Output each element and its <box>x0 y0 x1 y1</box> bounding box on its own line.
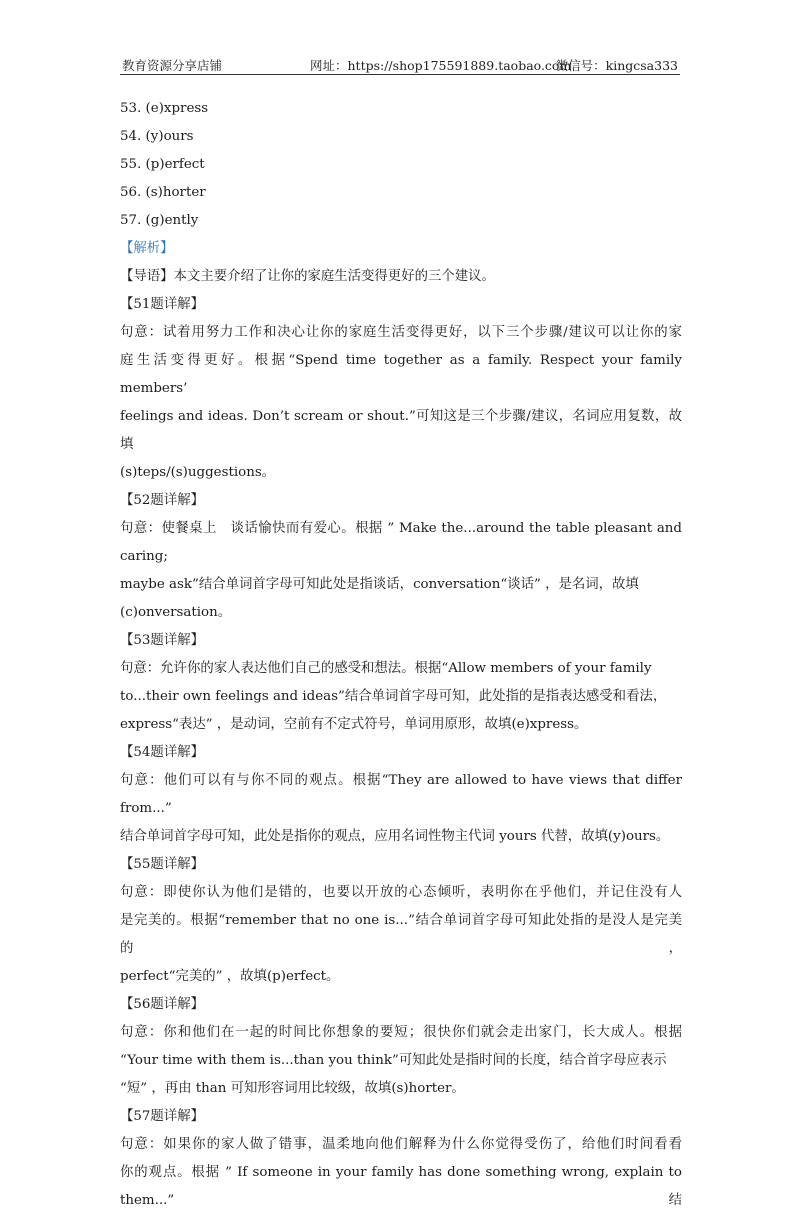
q57-heading: 【57题详解】 <box>120 1109 204 1124</box>
q51-heading: 【51题详解】 <box>120 297 204 312</box>
q52-heading: 【52题详解】 <box>120 493 204 508</box>
body-line: 句意：他们可以有与你不同的观点。根据“They are allowed to have views that differ from...” <box>120 773 682 816</box>
body-line: maybe ask”结合单词首字母可知此处是指谈话，conversation“谈话” ，是名词，故填 <box>120 577 639 592</box>
header-wechat: 微信号：kingcsa333 <box>555 58 678 73</box>
body-line: 庭生活变得更好。根据“Spend time together as a family. Respect your family members’ <box>120 353 682 396</box>
answer-56: 56. (s)horter <box>120 185 206 200</box>
header-shop-name: 教育资源分享店铺 <box>122 58 223 73</box>
answer-55: 55. (p)erfect <box>120 157 205 172</box>
body-line: 你的观点。根据 ” If someone in your family has done something wrong, explain to them...”结 <box>120 1165 682 1208</box>
q54-heading: 【54题详解】 <box>120 745 204 760</box>
body-line: 句意：使餐桌上 谈话愉快而有爱心。根据 ” Make the...around the table pleasant and caring; <box>120 521 682 564</box>
body-line: 句意：如果你的家人做了错事，温柔地向他们解释为什么你觉得受伤了，给他们时间看看 <box>120 1137 682 1152</box>
body-line: 句意：即使你认为他们是错的，也要以开放的心态倾听，表明你在乎他们，并记住没有人 <box>120 885 682 900</box>
body-line: 句意：你和他们在一起的时间比你想象的要短；很快你们就会走出家门，长大成人。根据 <box>120 1025 682 1040</box>
q53-heading: 【53题详解】 <box>120 633 204 648</box>
document-body <box>120 95 682 1215</box>
q55-heading: 【55题详解】 <box>120 857 204 872</box>
analysis-heading: 【解析】 <box>120 241 174 256</box>
page-header <box>120 52 680 75</box>
body-line: (c)onversation。 <box>120 605 232 620</box>
intro-line: 【导语】本文主要介绍了让你的家庭生活变得更好的三个建议。 <box>120 269 495 284</box>
body-line: (s)teps/(s)uggestions。 <box>120 465 276 480</box>
body-line: to...their own feelings and ideas”结合单词首字母可知，此处指的是指表达感受和看法， <box>120 689 667 704</box>
q56-heading: 【56题详解】 <box>120 997 204 1012</box>
answer-54: 54. (y)ours <box>120 129 194 144</box>
header-url: 网址：https://shop175591889.taobao.com <box>310 58 572 73</box>
body-line: 句意：允许你的家人表达他们自己的感受和想法。根据“Allow members of your family <box>120 661 652 676</box>
answer-53: 53. (e)xpress <box>120 101 209 116</box>
body-line: 结合单词首字母可知，此处是指你的观点，应用名词性物主代词 yours 代替，故填(y)ours。 <box>120 829 670 844</box>
body-line: “短” ，再由 than 可知形容词用比较级，故填(s)horter。 <box>120 1081 465 1096</box>
body-line: 句意：试着用努力工作和决心让你的家庭生活变得更好，以下三个步骤/建议可以让你的家 <box>120 325 682 340</box>
answer-57: 57. (g)ently <box>120 213 199 228</box>
body-line: 是完美的。根据“remember that no one is...”结合单词首字母可知此处指的是没人是完美的， <box>120 913 682 956</box>
body-line: express“表达” ，是动词，空前有不定式符号，单词用原形，故填(e)xpress。 <box>120 717 588 732</box>
body-line: feelings and ideas. Don’t scream or shout.”可知这是三个步骤/建议，名词应用复数，故填 <box>120 409 682 452</box>
body-line: perfect“完美的” ，故填(p)erfect。 <box>120 969 340 984</box>
body-line: “Your time with them is...than you think”可知此处是指时间的长度，结合首字母应表示 <box>120 1053 667 1068</box>
